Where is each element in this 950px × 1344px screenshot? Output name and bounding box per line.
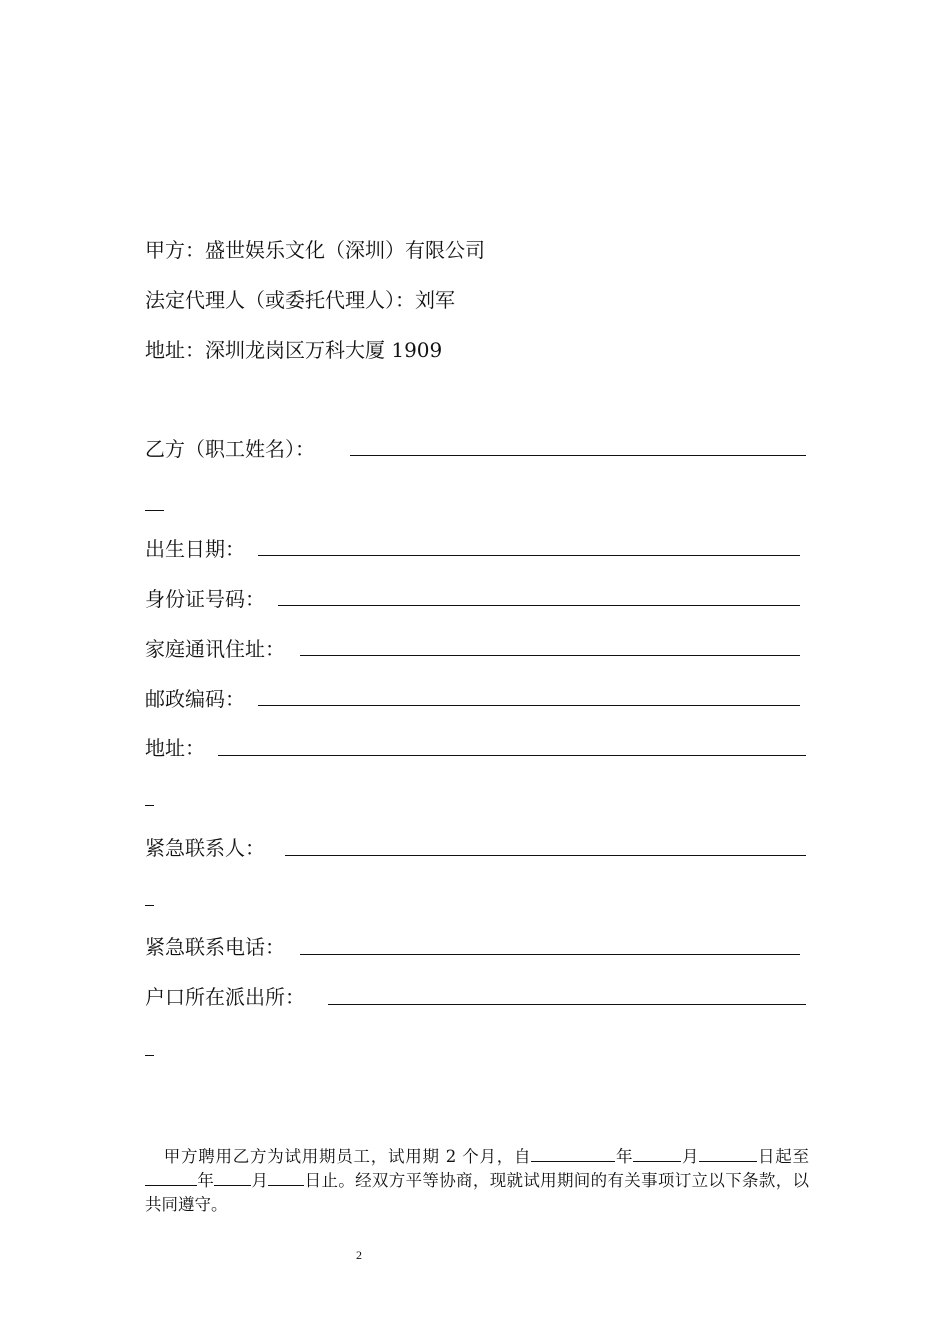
hukou-station-blank[interactable] <box>328 1004 806 1005</box>
emergency-phone-label: 紧急联系电话： <box>145 935 285 959</box>
id-number-label: 身份证号码： <box>145 587 265 611</box>
address-blank[interactable] <box>218 755 806 756</box>
clause-part3: 日止。经双方平等协商，现就试用期间的有关事项订立以下条款，以共同遵守。 <box>145 1171 810 1214</box>
party-a-address: 地址：深圳龙岗区万科大厦 1909 <box>145 338 443 362</box>
start-year-blank[interactable] <box>531 1145 615 1162</box>
hukou-station-label: 户口所在派出所： <box>145 985 305 1009</box>
end-month-blank[interactable] <box>214 1169 251 1186</box>
probation-clause <box>145 1145 809 1217</box>
party-a-representative: 法定代理人（或委托代理人）：刘军 <box>145 288 455 312</box>
party-b-name-blank-overflow <box>145 510 164 511</box>
clause-year2: 年 <box>197 1171 215 1190</box>
page-number: 2 <box>356 1248 362 1262</box>
start-month-blank[interactable] <box>633 1145 681 1162</box>
postal-code-label: 邮政编码： <box>145 687 245 711</box>
id-number-blank[interactable] <box>278 605 800 606</box>
address-label: 地址： <box>145 736 205 760</box>
birth-date-blank[interactable] <box>258 555 800 556</box>
emergency-phone-blank[interactable] <box>300 954 800 955</box>
party-a-name: 甲方：盛世娱乐文化（深圳）有限公司 <box>145 238 485 262</box>
start-day-blank[interactable] <box>699 1145 757 1162</box>
emergency-contact-blank-overflow <box>145 905 154 906</box>
home-address-blank[interactable] <box>300 655 800 656</box>
hukou-station-blank-overflow <box>145 1055 154 1056</box>
end-day-blank[interactable] <box>268 1169 304 1186</box>
birth-date-label: 出生日期： <box>145 537 245 561</box>
clause-part2: 日起至 <box>757 1147 809 1166</box>
home-address-label: 家庭通讯住址： <box>145 637 285 661</box>
address-blank-overflow <box>145 805 154 806</box>
clause-month1: 月 <box>681 1147 700 1166</box>
clause-year1: 年 <box>615 1147 634 1166</box>
party-b-name-label: 乙方（职工姓名）： <box>145 437 315 461</box>
emergency-contact-label: 紧急联系人： <box>145 836 265 860</box>
clause-month2: 月 <box>251 1171 269 1190</box>
emergency-contact-blank[interactable] <box>285 855 806 856</box>
end-year-blank[interactable] <box>145 1169 197 1186</box>
postal-code-blank[interactable] <box>258 705 800 706</box>
party-b-name-blank[interactable] <box>350 455 806 456</box>
clause-part1: 甲方聘用乙方为试用期员工，试用期 2 个月，自 <box>163 1147 532 1166</box>
